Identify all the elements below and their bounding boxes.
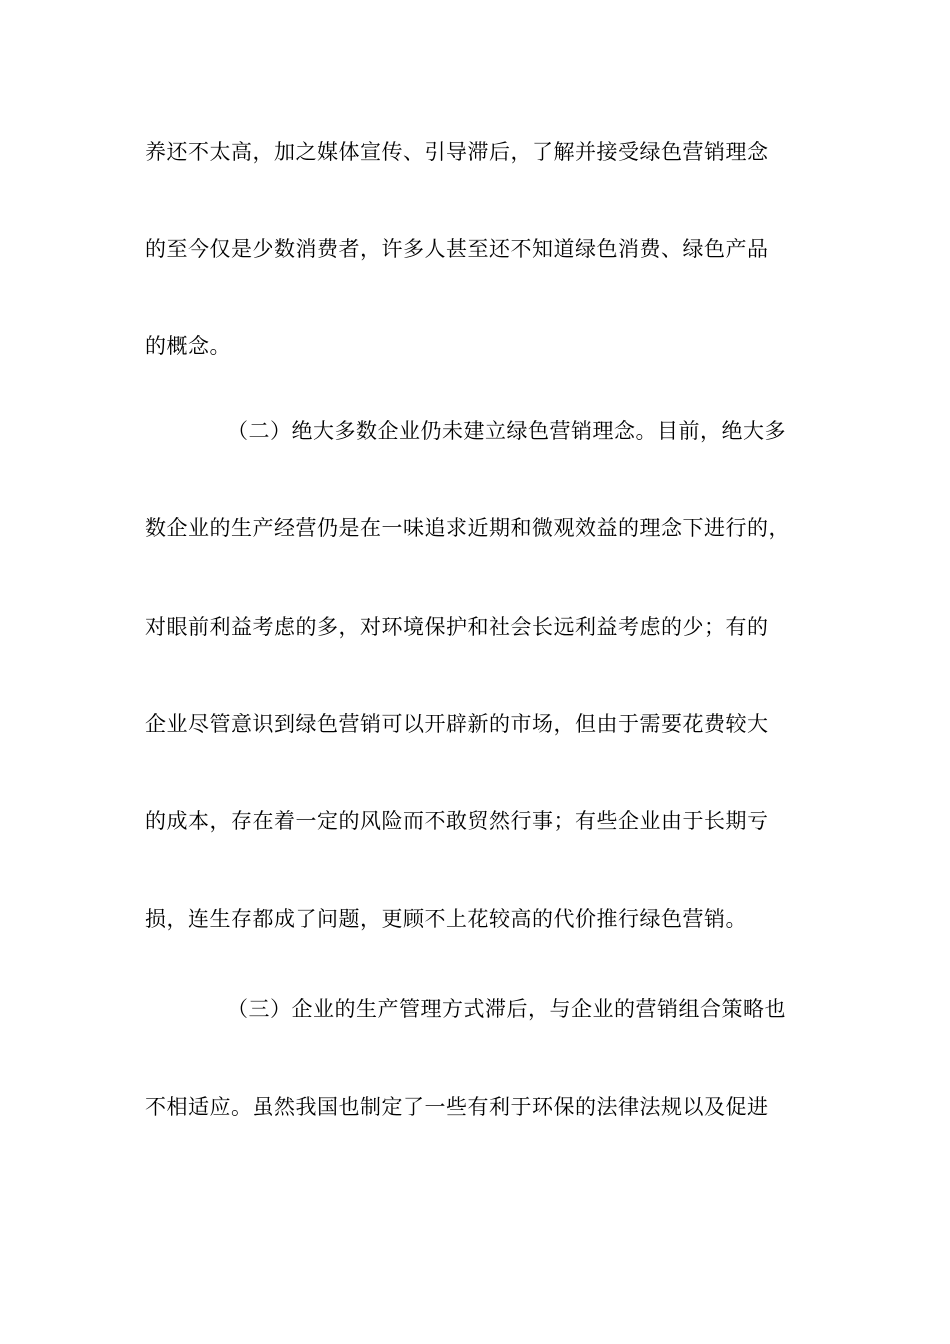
paragraph-line: 不相适应。虽然我国也制定了一些有利于环保的法律法规以及促进 (145, 1095, 769, 1119)
paragraph-line: 养还不太高，加之媒体宣传、引导滞后，了解并接受绿色营销理念 (145, 140, 769, 164)
paragraph-line: 损，连生存都成了问题，更顾不上花较高的代价推行绿色营销。 (145, 907, 747, 931)
paragraph-line: 的成本，存在着一定的风险而不敢贸然行事；有些企业由于长期亏 (145, 809, 769, 833)
paragraph-line: 企业尽管意识到绿色营销可以开辟新的市场，但由于需要花费较大 (145, 712, 769, 736)
section-heading-line: （三）企业的生产管理方式滞后，与企业的营销组合策略也 (227, 997, 786, 1021)
paragraph-line: 的概念。 (145, 334, 231, 358)
paragraph-line: 对眼前利益考虑的多，对环境保护和社会长远利益考虑的少；有的 (145, 615, 769, 639)
paragraph-line: 的至今仅是少数消费者，许多人甚至还不知道绿色消费、绿色产品 (145, 237, 769, 261)
paragraph-line: 数企业的生产经营仍是在一味追求近期和微观效益的理念下进行的， (145, 516, 790, 540)
section-heading-line: （二）绝大多数企业仍未建立绿色营销理念。目前，绝大多 (227, 419, 786, 443)
